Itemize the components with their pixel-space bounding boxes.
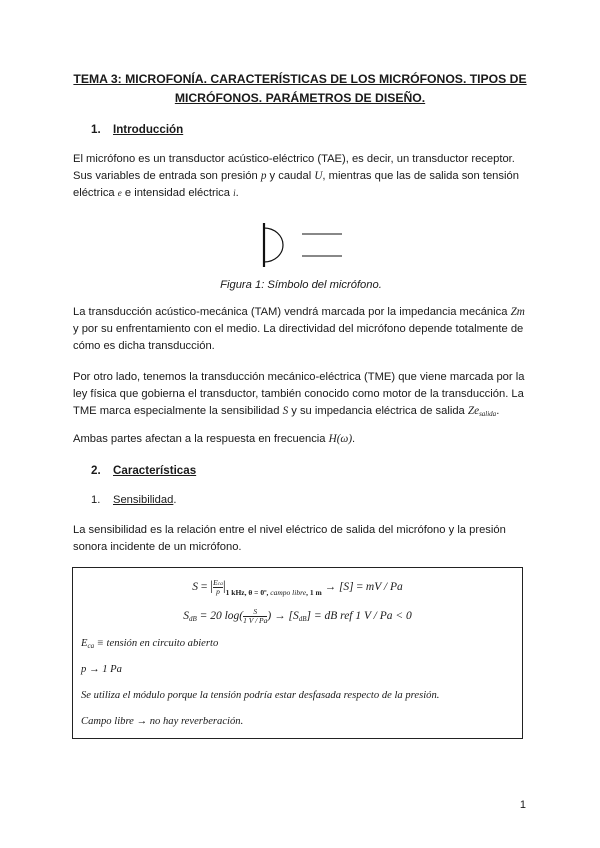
subsection-label: Sensibilidad	[113, 494, 174, 506]
intro-paragraph	[73, 151, 529, 201]
section-label: Características	[113, 464, 197, 477]
title-line-1: TEMA 3: MICROFONÍA. CARACTERÍSTICAS DE LOS MICRÓFONOS. TIPOS DE	[73, 72, 527, 86]
sensitivity-db-formula: $S_{dB} = 20$ log( $\frac{S}{1 V / Pa}$ ) → $[S_{dB}]$ = dB ref 1 V / Pa < 0	[183, 607, 412, 625]
document-title	[60, 70, 540, 108]
tme-line-1: Por otro lado, tenemos la transducción mecánico-eléctrica (TME) que viene marcada por la	[73, 371, 525, 383]
section-heading-introduccion	[91, 121, 183, 138]
tam-paragraph	[73, 304, 529, 354]
intro-line-3: eléctrica e e intensidad eléctrica i.	[73, 186, 239, 199]
intro-line-1: El micrófono es un transductor acústico-eléctrico (TAE), es decir, un transductor receptor.	[73, 153, 515, 165]
microphone-symbol-figure	[258, 220, 348, 270]
subsection-number: 1.	[91, 494, 101, 506]
formula-fraction: Eca p	[213, 577, 223, 597]
note-free-field: Campo libre → no hay reverberación.	[81, 716, 244, 727]
frequency-response-paragraph: Ambas partes afectan a la respuesta en frecuencia H(ω).	[73, 433, 356, 445]
sensitivity-paragraph	[73, 522, 529, 556]
tam-line-2: y por su enfrentamiento con el medio. La directividad del micrófono depende totalmente de	[73, 322, 524, 335]
note-modulus: Se utiliza el módulo porque la tensión podría estar desfasada respecto de la presión.	[81, 690, 440, 701]
sens-line-2: sonora incidente de un micrófono.	[73, 540, 242, 553]
section-label: Introducción	[113, 123, 184, 136]
intro-line-2: Sus variables de entrada son presión p y caudal U, mientras que las de salida son tensión	[73, 169, 519, 182]
tam-line-1: La transducción acústico-mecánica (TAM) vendrá marcada por la impedancia mecánica Zm	[73, 306, 525, 318]
sensitivity-formula: S = | Eca p $|_{1 kHz, \theta = 0º, campo libre, 1 m} \to [S]$ = mV / Pa	[192, 577, 403, 597]
page-number: 1	[519, 799, 526, 811]
tme-line-3: TME marca especialmente la sensibilidad S y su impedancia eléctrica de salida $Ze_{salida}$.	[73, 404, 500, 418]
formula-box	[72, 567, 523, 739]
tam-line-3: cómo es dicha transducción.	[73, 339, 215, 352]
figure-caption: Figura 1: Símbolo del micrófono.	[220, 279, 382, 291]
subsection-heading-sensibilidad: 1. Sensibilidad.	[91, 492, 176, 509]
tme-paragraph	[73, 369, 529, 419]
sens-line-1: La sensibilidad es la relación entre el nivel eléctrico de salida del micrófono y la presión	[73, 524, 506, 536]
section-number: 1.	[91, 123, 101, 136]
microphone-circle	[264, 228, 283, 262]
section-heading-caracteristicas	[91, 462, 196, 479]
title-line-2: MICRÓFONOS. PARÁMETROS DE DISEÑO.	[174, 90, 426, 105]
formula-fraction: $\frac{S}{1 V / Pa}$	[243, 607, 268, 625]
note-reference-pressure: p → 1 Pa	[81, 664, 122, 675]
tme-line-2: ley física que gobierna el transductor, también conocido como motor de la transducción. La	[73, 387, 524, 400]
section-number: 2.	[91, 464, 101, 477]
note-open-circuit: $E_{ca}$ ≡ tensión en circuito abierto	[81, 638, 219, 650]
